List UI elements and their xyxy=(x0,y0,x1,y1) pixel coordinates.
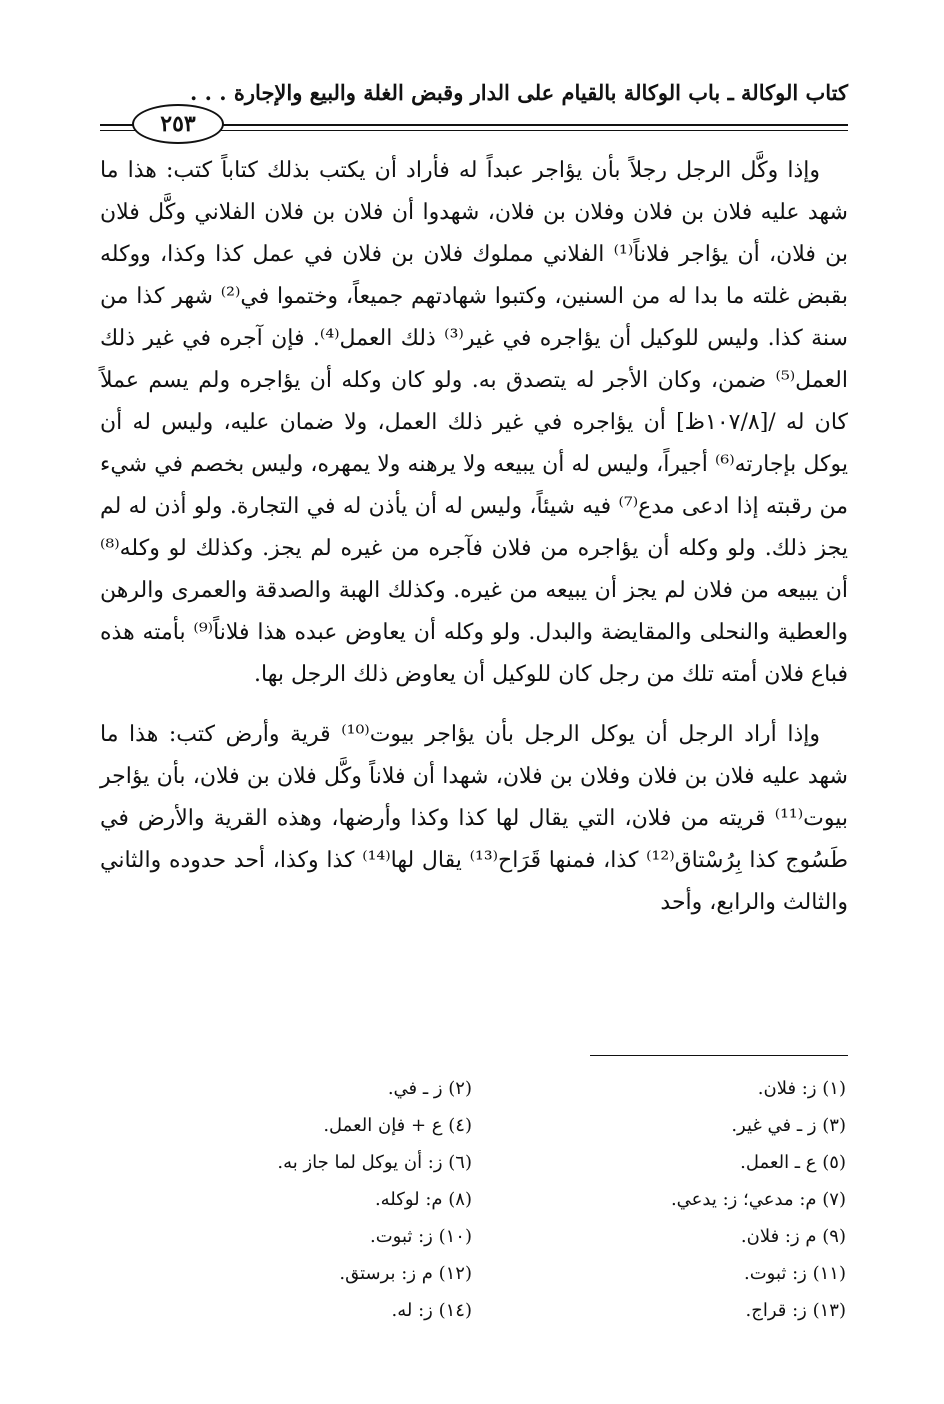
footnote-row xyxy=(100,1255,848,1292)
running-header xyxy=(100,80,848,110)
footnote: (٤) ع + فإن العمل. xyxy=(323,1115,472,1136)
footnote-row xyxy=(100,1292,848,1329)
paragraph: وإذا وكَّل الرجل رجلاً بأن يؤاجر عبداً له فأراد أن يكتب بذلك كتاباً كتب: هذا ما شهد عليه فلان بن فلان وفلان بن فلان، شهدوا أن فلان بن فلان الفلاني وكَّل فلان بن فلان، أن يؤاجر فلاناً⁽¹⁾ الفلاني مملوك فلان بن فلان في عمل كذا وكذا، ووكله بقبض غلته ما بدا له من السنين، وكتبوا شهادتهم جميعاً، وختموا في⁽²⁾ شهر كذا من سنة كذا. وليس للوكيل أن يؤاجره في غير⁽³⁾ ذلك العمل⁽⁴⁾. فإن آجره في غير ذلك العمل⁽⁵⁾ ضمن، وكان الأجر له يتصدق به. ولو كان وكله أن يؤاجره ولم يسم عملاً كان له /[١٠٧/٨ظ] أن يؤاجره في غير ذلك العمل، ولا ضمان عليه، وليس له أن يوكل بإجارته⁽⁶⁾ أجيراً، وليس له أن يبيعه ولا يرهنه ولا يمهره، وليس بخصم في شيء من رقبته إذا ادعى مدع⁽⁷⁾ فيه شيئاً، وليس له أن يأذن له في التجارة. ولو أذن له لم يجز ذلك. ولو وكله أن يؤاجره من فلان فآجره من غيره لم يجز. وكذلك لو وكله⁽⁸⁾ أن يبيعه من فلان لم يجز أن يبيعه من غيره. وكذلك الهبة والصدقة والعمرى والرهن والعطية والنحلى والمقايضة والبدل. ولو وكله أن يعاوض عبده هذا فلاناً⁽⁹⁾ بأمته هذه فباع فلان أمته تلك من رجل كان للوكيل أن يعاوض ذلك الرجل بها. xyxy=(100,158,849,687)
footnote: (١٣) ز: قراج. xyxy=(745,1300,846,1321)
footnote-row xyxy=(100,1181,848,1218)
running-title: كتاب الوكالة ـ باب الوكالة بالقيام على الدار وقبض الغلة والبيع والإجارة . . . xyxy=(190,80,848,105)
footnote: (١) ز: فلان. xyxy=(757,1078,846,1099)
footnote: (٨) م: لوكله. xyxy=(374,1189,472,1210)
page-number: ٢٥٣ xyxy=(132,104,224,144)
footnote-row xyxy=(100,1107,848,1144)
main-text xyxy=(100,150,848,924)
paragraph: وإذا أراد الرجل أن يوكل الرجل بأن يؤاجر بيوت⁽¹⁰⁾ قرية وأرض كتب: هذا ما شهد عليه فلان بن فلان وفلان بن فلان، شهدا أن فلاناً وكَّل فلان بن فلان، بأن يؤاجر بيوت⁽¹¹⁾ قريته من فلان، التي يقال لها كذا وكذا وأرضها، وهذه القرية والأرض في طَسُوج كذا بِرُسْتاق⁽¹²⁾ كذا، فمنها قَرَاح⁽¹³⁾ يقال لها⁽¹⁴⁾ كذا وكذا، أحد حدوده والثاني والثالث والرابع، وأحد xyxy=(100,722,848,915)
footnote: (٦) ز: أن يوكل لما جاز به. xyxy=(277,1152,472,1173)
footnote: (٢) ز ـ في. xyxy=(387,1078,472,1099)
footnote: (٣) ز ـ في غير. xyxy=(731,1115,846,1136)
footnote: (١٤) ز: له. xyxy=(391,1300,472,1321)
footnote: (١٠) ز: ثبوت. xyxy=(369,1226,472,1247)
footnote: (١١) ز: ثبوت. xyxy=(743,1263,846,1284)
footnote: (٩) م ز: فلان. xyxy=(740,1226,846,1247)
footnote-row xyxy=(100,1070,848,1107)
footnote: (١٢) م ز: برستق. xyxy=(339,1263,472,1284)
footnotes xyxy=(100,1070,848,1329)
footnote-row xyxy=(100,1144,848,1181)
footnote-separator xyxy=(590,1055,848,1056)
footnote-row xyxy=(100,1218,848,1255)
footnote: (٧) م: مدعي؛ ز: يدعي. xyxy=(670,1189,846,1210)
footnote: (٥) ع ـ العمل. xyxy=(740,1152,846,1173)
